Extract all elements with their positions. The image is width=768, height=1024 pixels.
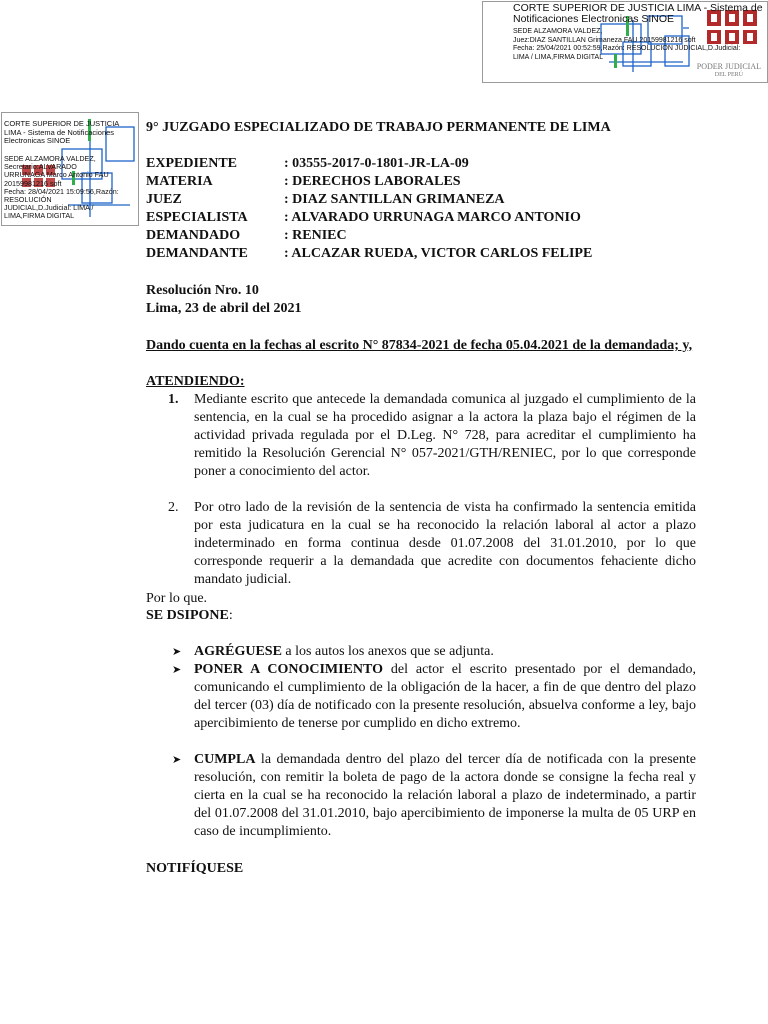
- se-dispone-colon: :: [228, 608, 233, 623]
- meta-value: : DIAZ SANTILLAN GRIMANEZA: [284, 192, 505, 207]
- digital-signature-stamp-secretary: [1, 112, 139, 226]
- bullet-text: [194, 661, 696, 733]
- stamp-line: Juez:DIAZ SANTILLAN Grimaneza FAU 20159981216 soft: [513, 36, 696, 44]
- meta-row-juez: [146, 191, 696, 209]
- stamp-line: 20159981216 soft: [4, 178, 62, 188]
- bullet-body: del actor el escrito presentado por el demandado, comunicando el cumplimiento de la obligación de la hacer, a fin de que dentro del plazo del tercer (03) día de notificado con la presente resolución, absuelva conforme a ley, bajo apercibimiento de tenerse por cumplido en dicho extremo.: [194, 662, 696, 731]
- arrow-bullet-icon: ➤: [172, 664, 182, 676]
- stamp-title: CORTE SUPERIOR DE JUSTICIA LIMA - Sistema de Notificaciones Electronicas SINOE: [513, 2, 763, 25]
- bullet-text: [194, 751, 696, 841]
- logo-line: PODER JUDICIAL: [696, 62, 761, 71]
- meta-row-materia: [146, 173, 696, 191]
- consideration-1: [146, 391, 696, 481]
- se-dispone-heading: [146, 607, 233, 625]
- item-text: Por otro lado de la revisión de la sentencia de vista ha confirmado la sentencia emitida por esta judicatura en la cual se ha reconocido la relación laboral al actor a plazo indeterminado en forma continua desde 01.07.2008 del 31.01.2010, por lo que corresponde requerir a la demandada que acredite con documentos fehaciente dicho mandato judicial.: [194, 500, 696, 587]
- arrow-bullet-icon: ➤: [172, 754, 182, 766]
- meta-value: : 03555-2017-0-1801-JR-LA-09: [284, 156, 469, 171]
- meta-key: ESPECIALISTA: [146, 210, 248, 225]
- meta-value: : ALCAZAR RUEDA, VICTOR CARLOS FELIPE: [284, 246, 593, 261]
- stamp-title: CORTE SUPERIOR DE JUSTICIA LIMA - Sistema de Notificaciones Electronicas SINOE: [4, 119, 119, 145]
- stamp-line: LIMA,FIRMA DIGITAL: [4, 211, 75, 221]
- meta-key: DEMANDADO: [146, 228, 241, 243]
- stamp-details: [513, 28, 743, 62]
- resolution-number: Resolución Nro. 10: [146, 283, 259, 298]
- consideration-2: [146, 499, 696, 589]
- case-metadata: [146, 155, 696, 263]
- meta-value: : RENIEC: [284, 228, 347, 243]
- stamp-line: Secretario:ALVARADO: [4, 162, 77, 172]
- meta-value: : ALVARADO URRUNAGA MARCO ANTONIO: [284, 210, 581, 225]
- meta-key: EXPEDIENTE: [146, 156, 238, 171]
- digital-signature-stamp-judge: [482, 1, 768, 83]
- stamp-line: JUDICIAL,D.Judicial: LIMA /: [4, 203, 94, 213]
- stamp-line: SEDE ALZAMORA VALDEZ,: [513, 28, 603, 35]
- bullet-bold: PONER A CONOCIMIENTO: [194, 662, 383, 677]
- stamp-line: Fecha: 25/04/2021 00:52:59,Razón: RESOLUCIÓN JUDICIAL,D.Judicial:: [513, 45, 741, 52]
- bullet-bold: AGRÉGUESE: [194, 644, 282, 659]
- meta-row-expediente: [146, 155, 696, 173]
- meta-key: MATERIA: [146, 174, 213, 189]
- arrow-bullet-icon: ➤: [172, 646, 182, 658]
- meta-key: DEMANDANTE: [146, 246, 248, 261]
- bullet-bold: CUMPLA: [194, 752, 256, 767]
- bullet-body: a los autos los anexos que se adjunta.: [281, 644, 494, 659]
- logo-caption: [697, 63, 761, 79]
- stamp-details: [4, 155, 134, 221]
- logo-line: DEL PERÚ: [714, 72, 744, 78]
- stamp-line: RESOLUCIÓN: [4, 195, 52, 205]
- item-number: 2.: [168, 500, 179, 515]
- resolution-date: Lima, 23 de abril del 2021: [146, 301, 302, 316]
- meta-row-especialista: [146, 209, 696, 227]
- notifiquese-closing: NOTIFÍQUESE: [146, 861, 244, 876]
- meta-value: : DERECHOS LABORALES: [284, 174, 461, 189]
- stamp-line: Fecha: 28/04/2021 15:09:56,Razón:: [4, 186, 119, 196]
- meta-key: JUEZ: [146, 192, 182, 207]
- bullet-text: [194, 643, 696, 661]
- court-heading: 9° JUZGADO ESPECIALIZADO DE TRABAJO PERMANENTE DE LIMA: [146, 120, 611, 135]
- meta-row-demandante: [146, 245, 696, 263]
- por-lo-que: Por lo que.: [146, 591, 208, 606]
- dando-cuenta-paragraph: Dando cuenta en la fechas al escrito N° 87834-2021 de fecha 05.04.2021 de la demandada; y,: [146, 338, 693, 353]
- stamp-line: SEDE ALZAMORA VALDEZ,: [4, 154, 96, 163]
- se-dispone-label: SE DSIPONE: [146, 608, 229, 623]
- item-text: Mediante escrito que antecede la demandada comunica al juzgado el cumplimiento de la sentencia, en la cual se ha procedido asignar a la actora la plaza bajo el régimen de la actividad privada regulada por el D.Leg. N° 728, para acreditar el cumplimiento ha remitido la Resolución Gerencial N° 057-2021/GTH/RENIEC, por lo que corresponde poner a conocimiento del actor.: [194, 392, 696, 479]
- item-number: 1.: [168, 392, 179, 407]
- bullet-body: la demandada dentro del plazo del tercer día de notificada con la presente resolución, con remitir la boleta de pago de la actora donde se consigne la fecha real y cierta en la cual se ha reconocido la relación laboral a plazo de indeterminado, a partir del 01.07.2008 del 31.01.2010, bajo apercibimiento de imponerse la multa de 05 URP en caso de incumplimiento.: [194, 752, 696, 839]
- resolution-header: [146, 282, 302, 318]
- meta-row-demandado: [146, 227, 696, 245]
- stamp-line: URRUNAGA Marco Antonio FAU: [4, 170, 109, 180]
- atendiendo-heading: ATENDIENDO:: [146, 374, 245, 389]
- stamp-line: LIMA / LIMA,FIRMA DIGITAL: [513, 53, 604, 61]
